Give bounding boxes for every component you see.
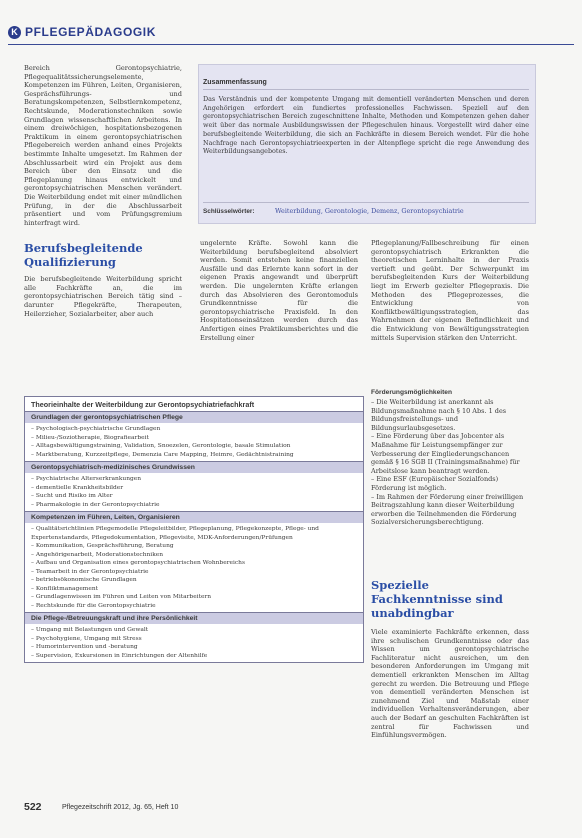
table-section-list <box>25 523 363 612</box>
keywords-divider <box>203 202 529 203</box>
table-section-list <box>25 624 363 662</box>
summary-divider <box>203 89 529 90</box>
list-item: – Eine ESF (Europäischer Sozialfonds) Förderung ist möglich. <box>371 475 499 492</box>
funding-list <box>371 398 529 527</box>
table-section-heading: Kompetenzen im Führen, Leiten, Organisieren <box>25 511 363 523</box>
table-title: Theorieinhalte der Weiterbildung zur Gerontopsychiatriefachkraft <box>31 400 255 409</box>
body-text: Viele examinierte Fachkräfte erkennen, dass ihre schulischen Grundkenntnisse oder das Wissen um gerontopsychiatrische Fachliteratur nicht ausreichen, um den besonderen Anforderungen im Umgang mit dementiell erkrankten Menschen im Alltag gerecht zu werden. Die Betreuung und Pflege von dementiell veränderten Menschen ist zunehmend Ziel und Maßstab einer individuellen Verhaltensveränderungen, aber auch der Bedarf an geschulten Fachkräften ist zentral für Fachwissen und Einfühlungsvermögen. <box>371 628 529 740</box>
list-item: – Kommunikation, Gesprächsführung, Beratung <box>31 543 174 549</box>
list-item: – Grundlagenwissen im Führen und Leiten von Mitarbeitern <box>31 594 212 600</box>
list-item: – Psychologisch-psychiatrische Grundlagen <box>31 426 161 432</box>
list-item: – Konfliktmanagement <box>31 585 99 592</box>
summary-heading: Zusammenfassung <box>203 79 267 86</box>
list-item: – Psychohygiene, Umgang mit Stress <box>31 635 142 642</box>
list-item: – Qualitätsrichtlinien Pflegemodelle Pflegeleitbilder, Pflegeplanung, Pflegekonzepte, Pflege- und Expertenstandards, Pflegedokumentation, Pflegevisite, MDK-Anforderungen/Prüfungen <box>31 526 319 541</box>
body-text: Die berufsbegleitende Weiterbildung spricht alle Fachkräfte an, die im gerontopsychiatrischen Bereich tätig sind – darunter Pflegekräfte, Therapeuten, Heilerzieher, Sozialarbeiter, aber auch <box>24 275 182 318</box>
column-middle <box>200 239 358 342</box>
list-item: – Angehörigenarbeit, Moderationstechniken <box>31 551 164 558</box>
list-item: – Aufbau und Organisation eines gerontopsychiatrischen Wohnbereichs <box>31 560 245 566</box>
body-text: Bereich Gerontopsychiatrie, Pflegequalitätssicherungselemente, Kompetenzen im Führen, Leiten, Organisieren, Gesprächsführungs- und Beratungskompetenzen, Selbstlernkompetenz, Rechtskunde, Moderationstechniken sowie Grundlagen wissenschaftlichen Arbeitens. In einem dreiwöchigen, hospitationsbezogenen Praktikum in einem gerontopsychiatrischen Pflegebereich werden anhand eines Projekts bestimmte Inhalte umgesetzt. Im Rahmen der Abschlussarbeit wird ein Projekt aus dem Bereich über den Einsatz und die Pflegeplanung hinaus entwickelt und gerontopsychiatrischen Menschen verändert. Die Weiterbildung endet mit einer mündlichen Prüfung, in der die Abschlussarbeit präsentiert und vom Prüfungsgremium hinterfragt wird. <box>24 64 182 227</box>
table-section-list <box>25 423 363 461</box>
list-item: – Psychiatrische Alterserkrankungen <box>31 476 142 482</box>
section-title: PFLEGEPÄDAGOGIK <box>25 25 157 39</box>
body-text: ungelernte Kräfte. Sowohl kann die Weiterbildung berufsbegleitend absolviert werden. Somit entstehen keine finanziellen Ausfälle und das Erlernte kann sofort in der eigenen Praxis angewandt und überprüft werden. Die ungelernten Kräfte erlangen durch das Absolvieren des Gerontomoduls Grundkenntnisse für die gerontopsychiatrische Praxisfeld. In den Hospitationseinsätzen werden durch das Anfertigen eines Praktikumsberichtes und die Erstellung einer <box>200 239 358 342</box>
section-heading-qualifizierung: Berufsbegleitende Qualifizierung <box>24 241 143 270</box>
list-item: – Marktberatung, Kurzzeitpflege, Demenzia Care Mapping, Heimre, Gedächtnistraining <box>31 451 294 458</box>
list-item: – Supervision, Exkursionen in Einrichtungen der Altenhilfe <box>31 652 208 659</box>
list-item: – dementielle Krankheitsbilder <box>31 484 124 491</box>
section-heading-fachkenntnisse: Spezielle Fachkenntnisse sind unabdingbar <box>371 578 503 620</box>
list-item: – Milieu-/Soziotherapie, Biografiearbeit <box>31 434 149 441</box>
column-right <box>371 239 529 342</box>
header-divider <box>8 44 574 45</box>
list-item: – Die Weiterbildung ist anerkannt als Bildungsmaßnahme nach § 10 Abs. 1 des Bildungsfreistellungs- und Bildungsurlaubsgesetzes. <box>371 398 507 432</box>
funding-heading: Förderungsmöglichkeiten <box>371 389 452 396</box>
list-item: – Humorintervention und -beratung <box>31 644 138 650</box>
table-section-heading: Gerontopsychiatrisch-medizinisches Grundwissen <box>25 461 363 473</box>
keywords-text: Weiterbildung, Gerontologie, Demenz, Gerontopsychiatrie <box>275 207 464 215</box>
keywords-label: Schlüsselwörter: <box>203 208 255 215</box>
page-number: 522 <box>24 801 42 813</box>
list-item: – Pharmakologie in der Gerontopsychiatrie <box>31 501 160 508</box>
list-item: – Eine Förderung über das Jobcenter als Maßnahme für Leistungsempfänger zur Verbesserung der Eingliederungschancen gemäß § 16 SGB II (Trainingsmaßnahme) für Arbeitslose kann beantragt werden. <box>371 432 520 475</box>
column-right-lower <box>371 578 529 740</box>
list-item: – Alltagsbewältigungstraining, Validation, Snoezelen, Gerontologie, basale Stimulation <box>31 443 291 449</box>
list-item: – betriebsökonomische Grundlagen <box>31 577 137 583</box>
list-item: – Sucht und Risiko im Alter <box>31 493 113 499</box>
list-item: – Rechtskunde für die Gerontopsychiatrie <box>31 602 156 609</box>
table-section-heading: Grundlagen der gerontopsychiatrischen Pflege <box>25 411 363 423</box>
body-text: Pflegeplanung/Fallbeschreibung für einen gerontopsychiatrisch Erkrankten die theoretischen Lerninhalte in der Praxis vertieft und geübt. Der Schwerpunkt im berufsbegleitenden Kurs der Weiterbildung liegt im Erwerb gezielter Pflegepraxis. Die Methoden des Pflegeprozesses, die Entwicklung von Konfliktbewältigungsstrategien, das Wahrnehmen der eigenen Befindlichkeit und die Entwicklung von Bewältigungsstrategien mittels Supervision stärken den Unterricht. <box>371 239 529 342</box>
column-left <box>24 64 182 318</box>
summary-box <box>198 64 536 224</box>
theory-content-table <box>24 396 364 663</box>
list-item: – Im Rahmen der Förderung einer freiwilligen Beitragszahlung kann dieser Weiterbildung erworben die Teilnehmenden die Förderung Sozialversicherungsberechtigung. <box>371 492 524 527</box>
list-item: – Umgang mit Belastungen und Gewalt <box>31 627 149 633</box>
journal-source: Pflegezeitschrift 2012, Jg. 65, Heft 10 <box>62 804 179 811</box>
section-logo-icon: K <box>8 26 21 39</box>
table-section-heading: Die Pflege-/Betreuungskraft und ihre Persönlichkeit <box>25 612 363 624</box>
table-section-list <box>25 473 363 511</box>
list-item: – Teamarbeit in der Gerontopsychiatrie <box>31 568 149 575</box>
summary-text: Das Verständnis und der kompetente Umgang mit dementiell veränderten Menschen und deren Angehörigen erfordert ein fundiertes professionelles Fachwissen. Speziell auf den gerontopsychiatrischen Bereich zugeschnittene Inhalte, Methoden und Kompetenzen gehen daher weit über das normale Ausbildungswissen der Pflegeschulen hinaus. Vorgestellt wird daher eine berufsbegleitende Weiterbildung, die sich an Fachkräfte in diesem Bereich wendet. Für die hohe Nachfrage nach Gerontopsychiatrieexperten in der Altenpflege spricht die rege Anwendung des Weiterbildungsangebotes. <box>203 95 529 156</box>
